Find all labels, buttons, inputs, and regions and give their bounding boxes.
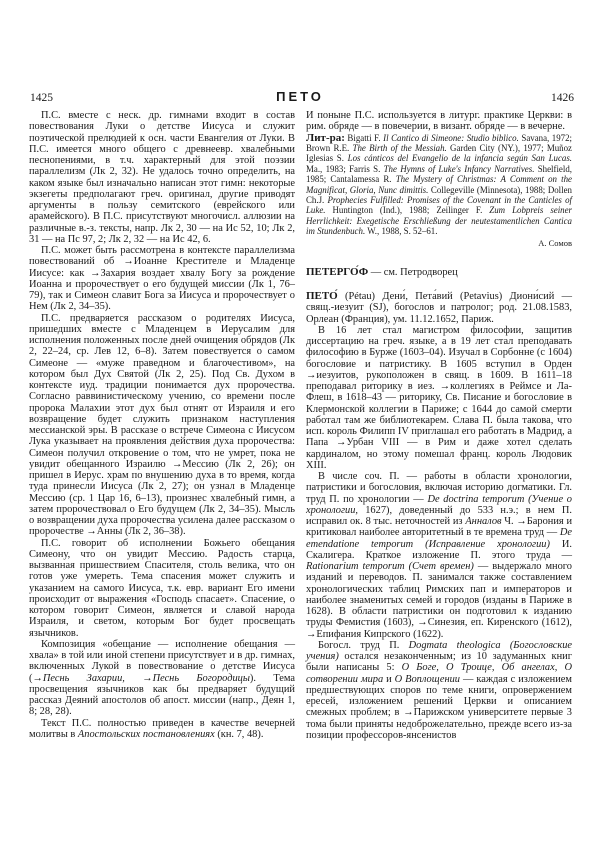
text-run: Ч. →Барония и критиковал наиболее авторитетный в те времена труд —	[306, 516, 573, 539]
italic-text: О Боге, О Троице, Об ангелах, О сотворении мира	[306, 662, 572, 685]
text-run: В 16 лет стал магистром философии, защитив диссертацию на греч. языке, а в 19 лет стал преподавать философию в Бурже (1603–04). Изучал в Сорбонне (с 1604) богословие и патристику. В 1605 вступил в Орден →иезуитов, рукоположен в свящ. в 1609. В 1611–18 преподавал риторику в иез. →коллегиях в Реймсе и Ла-Флеш, в 1618–43 — риторику, Св. Писание и богословие в Клермонской коллегии в Париже; с 1644 до самой смерти работал там же библиотекарем. Слава П. была такова, что исп. король Филипп IV приглашал его работать в Мадрид, а Папа →Урбан VIII — в Рим и даже хотел сделать кардиналом, но этому помешал франц. король Людовик XIII.	[306, 324, 572, 471]
text-run: — каждая с изложением предшествующих споров по теме книги, опровержением ересей, изложением решений Церкви и описанием смежных проблем; в →Парижском университете первые 3 тома были приняты недоброжелательно, прежде всего из-за позиции профессоров-янсенистов	[306, 673, 572, 741]
paragraph	[306, 640, 572, 741]
text-run: П.С. предваряется рассказом о родителях Иисуса, пришедших вместе с Младенцем в Иерусалим для исполнения положенных после дней очищения обрядов (Лк 2, 22–24, ср. Лев 12, 6–8). Затем повествуется о самом Симеоне — «муже праведном и благочестивом», на котором был Дух Святой (Лк 2, 25). Под Св. Духом в контексте иуд. традиции понимается дух пророчества. Согласно раввинистическому учению, со времени после пророка Малахии этот дух был отнят от Израиля и его возвращение будет служить признаком наступления мессианской эры. В рассказе о встрече Симеона с Иисусом Лука указывает на проявления действия духа пророчества: Симеон получил откровение о том, что не умрет, пока не увидит обещанного Израилю →Мессию (Лк 2, 26); он пришел в Иерус. храм по внушению духа в то время, когда туда принесли Иисуса (Лк 2, 27); он узнал в Младенце Мессию (ср. 1 Цар 16, 6–13), произнес хвалебный гимн, а затем пророчествовал о Его будущем (Лк 2, 34–35). Мысль о возвращении духа пророчества усилена далее рассказом о пророчестве →Анны (Лк 2, 36–38).	[29, 312, 295, 538]
text-run: Композиция «обещание — исполнение обещания — хвала» в той или иной степени присутствует и в др. гимнах, включенных Лукой в повествование о детстве Иисуса (	[29, 638, 295, 684]
right-column	[306, 110, 572, 741]
text-run: (кн. 7, 48).	[214, 728, 264, 740]
text-run: Huntington (Ind.), 1988; Zeilinger F.	[325, 205, 490, 216]
italic-text: Rationarium temporum (Счет времен)	[306, 561, 474, 573]
italic-text: Zum Lobpreis seiner Herrlichkeit: Exegetische Erschließung der neutestamentlichen Cantica im Stundenbuch.	[306, 205, 573, 237]
text-run: Garden City (NY.), 1977; Muñoz Iglesias S.	[306, 142, 572, 164]
entry-peto-body	[306, 325, 572, 741]
text-run: (Pétau) Дени́, Пета́вий (Petavius) Диони́сий — свящ.-иезуит (SJ), богослов и патролог; род. 21.08.1583, Орлеан (Франция), ум. 11.12.1652, Париж.	[306, 291, 572, 325]
continuation-paragraph	[306, 110, 572, 133]
italic-text: The Hymns of Luke's Infancy Narratives.	[383, 163, 535, 174]
text-run: В числе соч. П. — работы в области хронологии, патристики и богословия, включая историю догматики. Гл. труд П. по хронологии —	[306, 471, 572, 505]
paragraph	[29, 538, 295, 639]
page-number-right: 1426	[551, 92, 574, 104]
text-run: — см. Петродворец	[368, 266, 458, 278]
italic-text: De doctrina temporum (Учение о хронологии,	[306, 493, 573, 516]
left-column	[29, 110, 295, 740]
running-title: ПЕТО	[276, 89, 324, 104]
text-run: Богосл. труд П.	[318, 639, 409, 651]
paragraph	[306, 471, 572, 640]
italic-text: The Birth of the Messiah.	[352, 142, 447, 153]
paragraph	[29, 639, 295, 718]
paragraph	[29, 313, 295, 538]
italic-text: О Воплощении	[394, 673, 460, 685]
text-run: И поныне П.С. используется в литург. практике Церкви: в рим. обряде — в повечерии, в визант. обряде — в вечерне.	[306, 110, 572, 133]
entry-headword: ПЕТЕРГО́Ф	[306, 265, 369, 278]
italic-text: →Песнь Захарии, →Песнь Богородицы	[32, 672, 250, 684]
text-run: П.С. может быть рассмотрена в контексте параллелизма повествований об →Иоанне Крестителе и Младенце Иисусе: как →Захария воздает хвалу Богу за рождение Иоанна и пророчествует о его будущей миссии (Лк 1, 76–79), так и Симеон славит Бога за Иисуса и пророчествует о Нем (Лк 2, 34–35).	[29, 245, 295, 313]
entry-petergof	[306, 267, 572, 278]
text-run: П.С. говорит об исполнении Божьего обещания Симеону, что он увидит Мессию. Радость старца, вызванная пришествием Спасителя, столь велика, что он готов уже умереть. Тема спасения может служить и указанием на самого Иисуса, т.к. евр. вариант Его имени происходит от выражения «Господь спасает». Спасение, о котором говорит Симеон, является и славой народа Израиля, и светом, которым Бог будет просвещать язычников.	[29, 537, 295, 639]
text-run: Текст П.С. полностью приведен в качестве вечерней молитвы в	[29, 717, 295, 740]
entry-headword: Лит-ра:	[306, 131, 345, 144]
text-run: W., 1988, S. 52–61.	[365, 226, 438, 237]
literature-list	[306, 133, 572, 237]
text-run: И. Скалигера. Краткое изложение П. этого труда —	[306, 538, 572, 561]
entry-peto-heading	[306, 291, 572, 325]
italic-text: The Mystery of Christmas: A Comment on the Magnificat, Gloria, Nunc dimittis.	[306, 174, 572, 195]
article-author: А. Сомов	[538, 237, 572, 248]
italic-text: Los cánticos del Evangelio de la infancia según San Lucas.	[347, 153, 572, 164]
italic-text: Апостольских постановлениях	[77, 728, 215, 740]
text-run: Ma., 1983; Farris S.	[306, 163, 384, 174]
paragraph	[29, 110, 295, 245]
italic-text: Анналов	[465, 516, 502, 528]
text-run: ). Тема просвещения язычников как бы предваряет будущий рассказ Деяний апостолов об апост. миссии (напр., Деян 1, 8; 28, 28).	[29, 672, 295, 718]
text-run: — выдержало много изданий и переводов. П. занимался также составлением хронологических таблиц Римских пап и императоров и наиболее знаменитых семей и городов (изданы в Париже в 1628). В области патристики он подготовил к изданию труды Фемистия (1603), →Синезия, еп. Киренского (1612), →Епифания Кипрского (1622).	[306, 561, 572, 640]
text-run: Savana, 1972; Brown R.E.	[306, 132, 572, 153]
text-run: остался незаконченным; из 10 задуманных книг были написаны 5:	[306, 651, 572, 674]
paragraph	[306, 325, 572, 471]
paragraph	[29, 245, 295, 313]
page-number-left: 1425	[30, 92, 53, 104]
italic-text: Il Cantico di Simeone: Studio biblico.	[383, 132, 519, 143]
text-run: 1627), доведенный до 533 н.э.; в нем П. исправил ок. 8 тыс. неточностей из	[306, 504, 572, 528]
italic-text: De emendatione temporum (Исправление хронологии)	[306, 527, 572, 550]
italic-text: Dogmata theologica (Богословские учения)	[306, 639, 572, 663]
text-run: Bigatti F.	[344, 132, 384, 143]
entry-headword: ПЕТО́	[306, 290, 338, 303]
text-run: и	[383, 673, 395, 685]
italic-text: Prophecies Fulfilled: Promises of the Covenant in the Canticles of Luke.	[306, 194, 572, 216]
paragraph	[29, 718, 295, 741]
text-run: П.С. вместе с неск. др. гимнами входит в состав повествования Луки о детстве Иисуса и служит поэтической прелюдией к осн. части Евангелия от Луки. В П.С. имеется много общего с древнеевр. хвалебными песнопениями, в т.ч. характерный для этой поэзии параллелизм (Лк 2, 32). Не удалось точно определить, на каком языке был изначально написан этот гимн: некоторые экзегеты предполагают греч. оригинал, другие приводят аргументы в пользу семитского (еврейского или арамейского). В П.С. присутствуют многочисл. аллюзии на различные в.-з. тексты, напр. Лк 2, 30 — на Ис 52, 10; Лк 2, 31 — на Пс 97, 2; Лк 2, 32 — на Ис 42, 6.	[29, 110, 295, 245]
text-run: Collegeville (Minnesota), 1988; Dollen Ch.J.	[306, 184, 572, 205]
text-run: Shelfield, 1985; Cantalamessa R.	[306, 163, 572, 185]
